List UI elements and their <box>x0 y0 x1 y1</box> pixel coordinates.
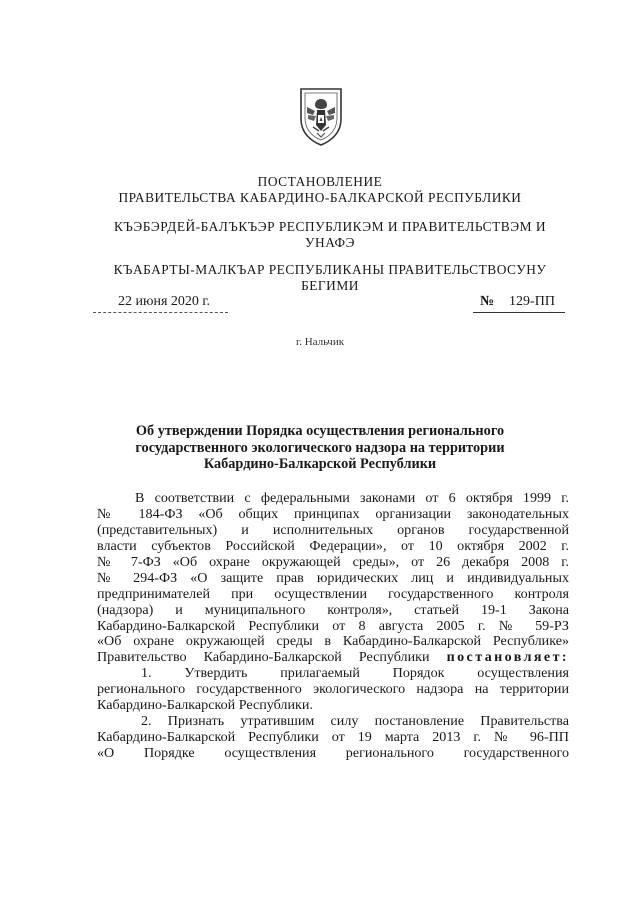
body-line: 2. Признать утратившим силу постановление Правительства <box>141 713 569 730</box>
body-line: № 184-ФЗ «Об общих принципах организации законодательных <box>97 505 569 522</box>
date-number-row <box>93 294 563 314</box>
decree-number: 129-ПП <box>509 294 555 309</box>
header-government: ПРАВИТЕЛЬСТВА КАБАРДИНО-БАЛКАРСКОЙ РЕСПУБЛИКИ <box>118 190 522 205</box>
header-kabardian: КЪЭБЭРДЕЙ-БАЛЪКЪЭР РЕСПУБЛИКЭМ И ПРАВИТЕЛЬСТВЭМ И УНАФЭ <box>113 219 546 250</box>
body-line: власти субъектов Российской Федерации», от 10 октября 2002 г. <box>97 537 569 554</box>
coat-of-arms-emblem <box>295 85 347 147</box>
body-line: (надзора) и муниципального контроля», статьей 19-1 Закона <box>97 601 569 618</box>
body-line: Кабардино-Балкарской Республики от 8 августа 2005 г. № 59-РЗ <box>97 617 569 634</box>
body-line: Кабардино-Балкарской Республики. <box>97 697 313 714</box>
title-line: государственного экологического надзора на территории <box>135 439 505 456</box>
title-line: Об утверждении Порядка осуществления регионального <box>135 423 505 439</box>
body-line: регионального государственного экологического надзора на территории <box>97 681 569 698</box>
decree-date: 22 июня 2020 г. <box>118 294 211 309</box>
body-line: В соответствии с федеральными законами от 6 октября 1999 г. <box>135 490 569 506</box>
city: г. Нальчик <box>295 336 345 348</box>
document-title <box>120 423 520 473</box>
body-line: № 294-ФЗ «О защите прав юридических лиц и индивидуальных <box>97 569 569 586</box>
decree-word: постановляет: <box>446 649 569 666</box>
document-body <box>97 491 569 762</box>
body-line: «Об охране окружающей среды в Кабардино-Балкарской Республике» <box>97 633 569 650</box>
header-decree: ПОСТАНОВЛЕНИЕ <box>257 174 383 189</box>
number-sign: № <box>480 294 495 309</box>
body-line <box>97 650 569 666</box>
government-text: Правительство Кабардино-Балкарской Республики <box>97 649 430 666</box>
body-line: 1. Утвердить прилагаемый Порядок осуществления <box>141 665 569 682</box>
body-line: Кабардино-Балкарской Республики от 19 марта 2013 г. № 96-ПП <box>97 729 569 746</box>
body-line: (представительных) и исполнительных органов государственной <box>97 521 569 538</box>
body-line: предпринимателей при осуществлении государственного контроля <box>97 585 569 602</box>
number-underline <box>473 312 565 313</box>
body-line: № 7-ФЗ «Об охране окружающей среды», от 26 декабря 2008 г. <box>97 553 569 570</box>
date-underline <box>93 312 228 313</box>
title-line: Кабардино-Балкарской Республики <box>203 456 437 472</box>
body-line: «О Порядке осуществления регионального государственного <box>97 745 569 761</box>
header-balkar: КЪАБАРТЫ-МАЛКЪАР РЕСПУБЛИКАНЫ ПРАВИТЕЛЬСТВОСУНУ БЕГИМИ <box>113 262 547 293</box>
